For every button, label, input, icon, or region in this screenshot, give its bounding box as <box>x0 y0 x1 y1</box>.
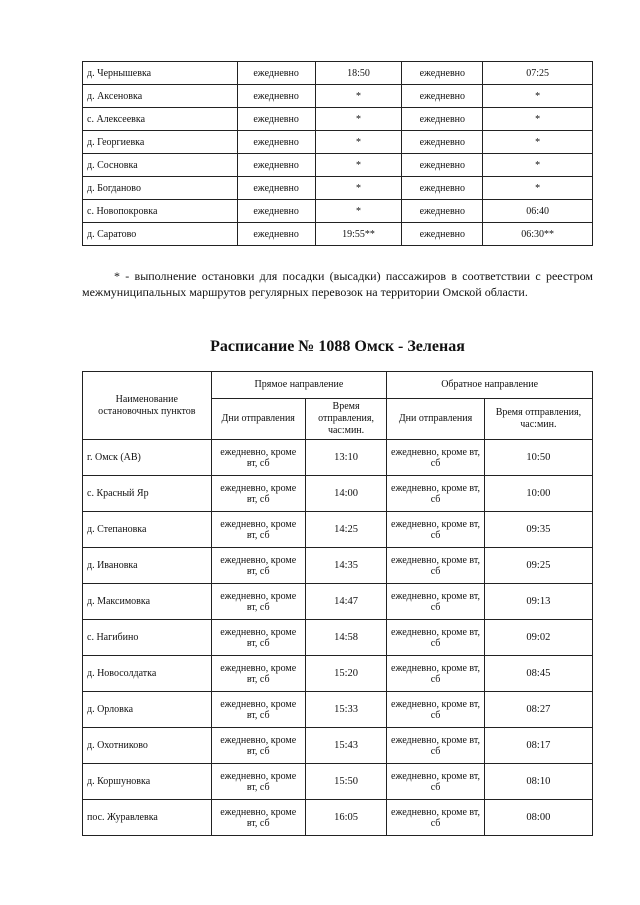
time-backward-cell: 06:40 <box>483 200 593 223</box>
time-backward-cell: 09:35 <box>484 512 592 548</box>
days-forward-cell: ежедневно, кроме вт, сб <box>211 764 305 800</box>
days-backward-cell: ежедневно, кроме вт, сб <box>387 728 485 764</box>
stop-name-cell: д. Ивановка <box>83 548 212 584</box>
table-row <box>83 85 593 108</box>
time-forward-cell: 14:25 <box>305 512 386 548</box>
days-backward-cell: ежедневно <box>402 223 483 246</box>
table-row <box>83 620 593 656</box>
days-forward-cell: ежедневно, кроме вт, сб <box>211 584 305 620</box>
days-backward-cell: ежедневно, кроме вт, сб <box>387 800 485 836</box>
header-days-backward: Дни отправления <box>387 399 485 440</box>
time-backward-cell: 09:25 <box>484 548 592 584</box>
main-table-header <box>83 372 593 440</box>
stop-name-cell: д. Орловка <box>83 692 212 728</box>
days-backward-cell: ежедневно, кроме вт, сб <box>387 440 485 476</box>
time-backward-cell: 08:00 <box>484 800 592 836</box>
time-backward-cell: 07:25 <box>483 62 593 85</box>
time-forward-cell: 14:47 <box>305 584 386 620</box>
header-backward-direction: Обратное направление <box>387 372 593 399</box>
days-forward-cell: ежедневно <box>237 177 315 200</box>
stop-name-cell: д. Аксеновка <box>83 85 238 108</box>
days-backward-cell: ежедневно, кроме вт, сб <box>387 476 485 512</box>
table-row <box>83 548 593 584</box>
stop-name-cell: д. Саратово <box>83 223 238 246</box>
days-forward-cell: ежедневно <box>237 131 315 154</box>
days-backward-cell: ежедневно <box>402 131 483 154</box>
days-backward-cell: ежедневно, кроме вт, сб <box>387 764 485 800</box>
table-row <box>83 764 593 800</box>
header-days-forward: Дни отправления <box>211 399 305 440</box>
footnote: * - выполнение остановки для посадки (высадки) пассажиров в соответствии с реестром межмуниципальных маршрутов регулярных перевозок на территории Омской области. <box>82 269 593 299</box>
stop-name-cell: с. Новопокровка <box>83 200 238 223</box>
table-row <box>83 800 593 836</box>
stop-name-cell: пос. Журавлевка <box>83 800 212 836</box>
days-forward-cell: ежедневно <box>237 85 315 108</box>
stop-name-cell: д. Степановка <box>83 512 212 548</box>
days-forward-cell: ежедневно, кроме вт, сб <box>211 440 305 476</box>
days-forward-cell: ежедневно <box>237 200 315 223</box>
table-row <box>83 223 593 246</box>
time-backward-cell: 10:00 <box>484 476 592 512</box>
table-row <box>83 108 593 131</box>
top-schedule-table <box>82 61 593 246</box>
time-forward-cell: 15:33 <box>305 692 386 728</box>
time-forward-cell: * <box>315 177 402 200</box>
top-table-body <box>83 62 593 246</box>
table-row <box>83 656 593 692</box>
stop-name-cell: д. Максимовка <box>83 584 212 620</box>
time-backward-cell: 09:02 <box>484 620 592 656</box>
time-backward-cell: 08:17 <box>484 728 592 764</box>
days-backward-cell: ежедневно <box>402 200 483 223</box>
time-forward-cell: 16:05 <box>305 800 386 836</box>
time-forward-cell: * <box>315 131 402 154</box>
time-backward-cell: 06:30** <box>483 223 593 246</box>
days-backward-cell: ежедневно <box>402 108 483 131</box>
stop-name-cell: д. Чернышевка <box>83 62 238 85</box>
time-forward-cell: * <box>315 108 402 131</box>
stop-name-cell: д. Георгиевка <box>83 131 238 154</box>
time-forward-cell: * <box>315 85 402 108</box>
time-backward-cell: 09:13 <box>484 584 592 620</box>
table-row <box>83 584 593 620</box>
time-forward-cell: 14:00 <box>305 476 386 512</box>
days-backward-cell: ежедневно <box>402 85 483 108</box>
time-forward-cell: 14:58 <box>305 620 386 656</box>
days-backward-cell: ежедневно, кроме вт, сб <box>387 656 485 692</box>
time-forward-cell: 15:43 <box>305 728 386 764</box>
time-forward-cell: 15:50 <box>305 764 386 800</box>
days-forward-cell: ежедневно <box>237 108 315 131</box>
days-forward-cell: ежедневно <box>237 62 315 85</box>
main-schedule-table <box>82 371 593 836</box>
table-row <box>83 728 593 764</box>
time-forward-cell: 18:50 <box>315 62 402 85</box>
days-forward-cell: ежедневно <box>237 223 315 246</box>
days-backward-cell: ежедневно <box>402 177 483 200</box>
stop-name-cell: с. Красный Яр <box>83 476 212 512</box>
days-forward-cell: ежедневно, кроме вт, сб <box>211 548 305 584</box>
header-stop-names: Наименование остановочных пунктов <box>83 372 212 440</box>
header-time-forward: Время отправления, час:мин. <box>305 399 386 440</box>
time-forward-cell: 14:35 <box>305 548 386 584</box>
header-time-backward: Время отправления, час:мин. <box>484 399 592 440</box>
days-forward-cell: ежедневно, кроме вт, сб <box>211 512 305 548</box>
days-forward-cell: ежедневно, кроме вт, сб <box>211 800 305 836</box>
days-forward-cell: ежедневно, кроме вт, сб <box>211 620 305 656</box>
days-backward-cell: ежедневно, кроме вт, сб <box>387 548 485 584</box>
time-backward-cell: * <box>483 177 593 200</box>
table-row <box>83 154 593 177</box>
time-forward-cell: * <box>315 154 402 177</box>
time-backward-cell: 10:50 <box>484 440 592 476</box>
time-forward-cell: 19:55** <box>315 223 402 246</box>
days-backward-cell: ежедневно, кроме вт, сб <box>387 512 485 548</box>
table-row <box>83 62 593 85</box>
time-forward-cell: 13:10 <box>305 440 386 476</box>
stop-name-cell: д. Охотниково <box>83 728 212 764</box>
stop-name-cell: д. Сосновка <box>83 154 238 177</box>
days-forward-cell: ежедневно, кроме вт, сб <box>211 476 305 512</box>
time-backward-cell: * <box>483 85 593 108</box>
time-backward-cell: * <box>483 154 593 177</box>
days-backward-cell: ежедневно <box>402 154 483 177</box>
time-backward-cell: 08:10 <box>484 764 592 800</box>
table-row <box>83 476 593 512</box>
days-forward-cell: ежедневно <box>237 154 315 177</box>
main-table-body <box>83 440 593 836</box>
stop-name-cell: с. Нагибино <box>83 620 212 656</box>
days-forward-cell: ежедневно, кроме вт, сб <box>211 656 305 692</box>
time-forward-cell: 15:20 <box>305 656 386 692</box>
stop-name-cell: с. Алексеевка <box>83 108 238 131</box>
days-backward-cell: ежедневно, кроме вт, сб <box>387 692 485 728</box>
days-backward-cell: ежедневно <box>402 62 483 85</box>
days-backward-cell: ежедневно, кроме вт, сб <box>387 584 485 620</box>
table-row <box>83 440 593 476</box>
table-row <box>83 177 593 200</box>
stop-name-cell: д. Коршуновка <box>83 764 212 800</box>
days-forward-cell: ежедневно, кроме вт, сб <box>211 692 305 728</box>
stop-name-cell: д. Богданово <box>83 177 238 200</box>
time-backward-cell: * <box>483 131 593 154</box>
time-backward-cell: 08:27 <box>484 692 592 728</box>
days-backward-cell: ежедневно, кроме вт, сб <box>387 620 485 656</box>
time-backward-cell: * <box>483 108 593 131</box>
stop-name-cell: д. Новосолдатка <box>83 656 212 692</box>
table-row <box>83 200 593 223</box>
days-forward-cell: ежедневно, кроме вт, сб <box>211 728 305 764</box>
time-forward-cell: * <box>315 200 402 223</box>
table-row <box>83 512 593 548</box>
header-forward-direction: Прямое направление <box>211 372 387 399</box>
stop-name-cell: г. Омск (АВ) <box>83 440 212 476</box>
time-backward-cell: 08:45 <box>484 656 592 692</box>
table-row <box>83 131 593 154</box>
schedule-title: Расписание № 1088 Омск - Зеленая <box>210 338 465 355</box>
table-row <box>83 692 593 728</box>
